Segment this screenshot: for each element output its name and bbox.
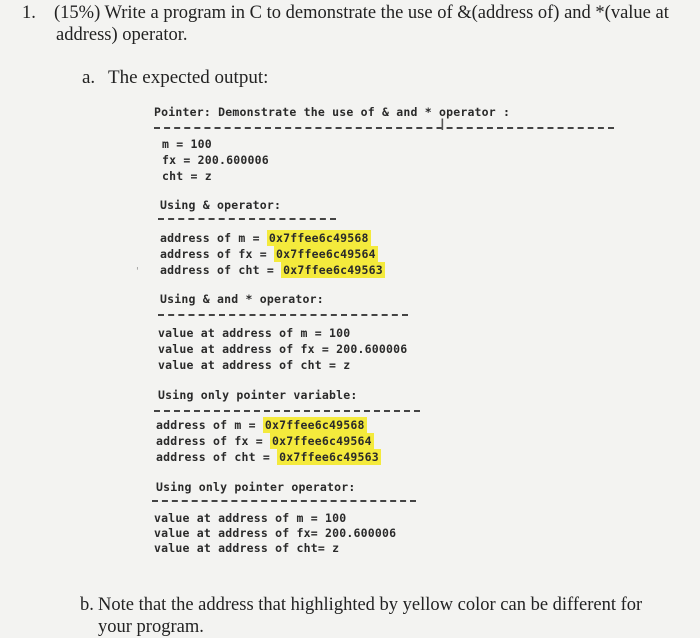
output-m: m = 100 (162, 137, 212, 151)
speck-mark: ' (136, 266, 139, 277)
section1-title: Using & operator: (160, 198, 282, 212)
part-b-text-line2: your program. (98, 617, 204, 637)
header-divider (154, 127, 614, 129)
section2-divider (158, 314, 408, 316)
section4-value-cht: value at address of cht= z (154, 541, 340, 555)
question-text-line2: address) operator. (56, 25, 188, 45)
section2-title: Using & and * operator: (160, 292, 324, 306)
section4-title: Using only pointer operator: (156, 480, 356, 494)
highlighted-address: 0x7ffee6c49568 (264, 418, 365, 432)
output-fx: fx = 200.600006 (162, 153, 269, 167)
section4-value-fx: value at address of fx= 200.600006 (154, 526, 397, 540)
part-a-label: a. (82, 67, 96, 88)
text-cursor-icon: I (440, 115, 445, 134)
section2-value-cht: value at address of cht = z (158, 358, 351, 372)
highlighted-address: 0x7ffee6c49564 (271, 434, 372, 448)
part-b-label: b. (80, 595, 94, 615)
question-text-line1: (15%) Write a program in C to demonstrate the use of &(address of) and *(value at (54, 3, 669, 23)
question-number: 1. (22, 3, 36, 23)
part-a-heading (82, 67, 268, 89)
section3-address-m: address of m = 0x7ffee6c49568 (156, 418, 365, 432)
highlighted-address: 0x7ffee6c49563 (279, 450, 379, 464)
section3-address-cht: address of cht = 0x7ffee6c49563 (156, 450, 379, 464)
section3-address-fx: address of fx = 0x7ffee6c49564 (156, 434, 372, 448)
part-a-text: The expected output: (108, 67, 269, 88)
section1-address-m: address of m = 0x7ffee6c49568 (160, 231, 369, 245)
section3-divider (154, 410, 420, 412)
section1-divider (158, 218, 336, 220)
section4-divider (152, 500, 416, 502)
section2-value-fx: value at address of fx = 200.600006 (158, 342, 408, 356)
highlighted-address: 0x7ffee6c49563 (283, 263, 383, 277)
highlighted-address: 0x7ffee6c49568 (268, 231, 369, 245)
section2-value-m: value at address of m = 100 (158, 326, 351, 340)
output-cht: cht = z (162, 169, 212, 183)
output-header: Pointer: Demonstrate the use of & and * operator : (154, 105, 511, 119)
section1-address-fx: address of fx = 0x7ffee6c49564 (160, 247, 376, 261)
question-heading (22, 2, 692, 46)
part-b-text-line1: Note that the address that highlighted by yellow color can be different for (98, 595, 643, 615)
part-b-note (80, 594, 690, 638)
section4-value-m: value at address of m = 100 (154, 511, 347, 525)
section1-address-cht: address of cht = 0x7ffee6c49563 (160, 263, 383, 277)
section3-title: Using only pointer variable: (158, 388, 358, 402)
highlighted-address: 0x7ffee6c49564 (275, 247, 376, 261)
